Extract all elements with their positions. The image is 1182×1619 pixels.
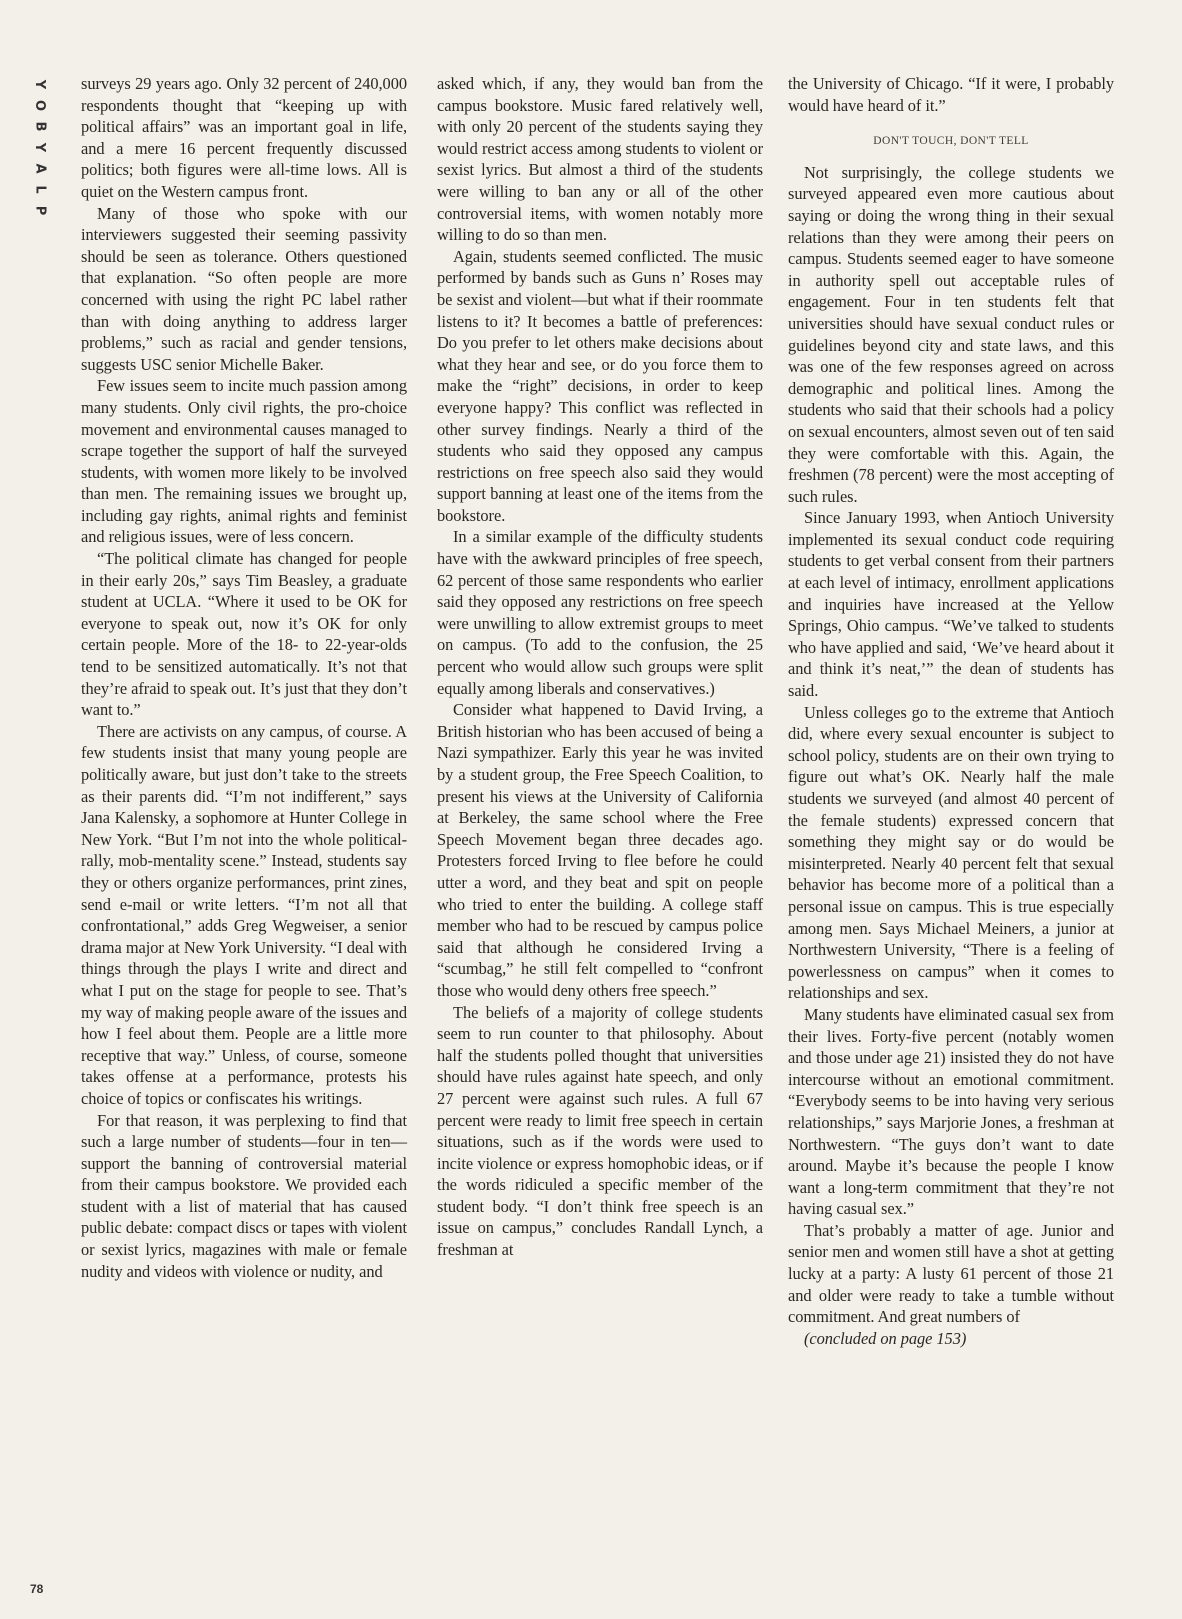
logo-letter: P bbox=[32, 205, 48, 216]
paragraph: asked which, if any, they would ban from the campus bookstore. Music fared relatively well, with only 20 percent of the students saying they would restrict access among students to violent or sexist lyrics. But almost a third of the students were willing to ban any or all of the other controversial items, with women notably more willing to do so than men. bbox=[437, 74, 763, 245]
paragraph: For that reason, it was perplexing to find that such a large number of students—four in ten—support the banning of controversial material from their campus bookstore. We provided each student with a list of material that has caused public debate: compact discs or tapes with violent or sexist lyrics, magazines with male or female nudity and videos with violence or nudity, and bbox=[81, 1110, 407, 1281]
paragraph: the University of Chicago. “If it were, I probably would have heard of it.” bbox=[788, 74, 1114, 115]
paragraph: Since January 1993, when Antioch University implemented its sexual conduct code requiring students to get verbal consent from their partners at each level of intimacy, enrollment applications and inquiries have increased at the Yellow Springs, Ohio campus. “We’ve talked to students who have applied and said, ‘We’ve heard about it and think it’s neat,’” the dean of students has said. bbox=[788, 508, 1114, 701]
paragraph: That’s probably a matter of age. Junior and senior men and women still have a shot at getting lucky at a party: A lusty 61 percent of those 21 and older were ready to take a tumble without commitment. And great numbers of bbox=[788, 1220, 1114, 1327]
paragraph: Not surprisingly, the college students we surveyed appeared even more cautious about saying or doing the wrong thing in their sexual relations than they were among their peers on campus. Students seemed eager to have someone in authority spell out acceptable rules of engagement. Four in ten students felt that universities should have sexual conduct rules or guidelines beyond city and state laws, and this was one of the few responses agreed on across demographic and political lines. Among the students who said that their schools had a policy on sexual encounters, almost seven out of ten said they were comfortable with this. Again, the freshmen (78 percent) were the most accepting of such rules. bbox=[788, 162, 1114, 506]
page-number: 78 bbox=[30, 1582, 44, 1596]
paragraph: Many students have eliminated casual sex from their lives. Forty-five percent (notably women and those under age 21) insisted they do not have intercourse without an emotional commitment. “Everybody seems to be into having very serious relationships,” says Marjorie Jones, a freshman at Northwestern. “The guys don’t want to date around. Maybe it’s because the people I know want a long-term commitment that they’re not having casual sex.” bbox=[788, 1004, 1114, 1219]
logo-letter: Y bbox=[32, 142, 48, 153]
paragraph: The beliefs of a majority of college students seem to run counter to that philosophy. About half the students polled thought that universities should have rules against hate speech, and only 27 percent were against such rules. A full 67 percent were ready to limit free speech in certain situations, such as if the words were used to incite violence or express homophobic ideas, or if the words ridiculed a specific member of the student body. “I don’t think free speech is an issue on campus,” concludes Randall Lynch, a freshman at bbox=[437, 1002, 763, 1260]
paragraph: Unless colleges go to the extreme that Antioch did, where every sexual encounter is subject to school policy, students are on their own trying to figure out what’s OK. Nearly half the male students we surveyed (and almost 40 percent of the female students) expressed concern that something they might say or do would be misinterpreted. Nearly 40 percent felt that sexual behavior has become more of a political than a personal issue on campus. This is true especially among men. Says Michael Meiners, a junior at Northwestern University, “There is a feeling of powerlessness on campus” when it comes to relationships and sex. bbox=[788, 702, 1114, 1003]
logo-letter: B bbox=[32, 121, 48, 132]
paragraph: In a similar example of the difficulty students have with the awkward principles of free speech, 62 percent of those same respondents who earlier said they opposed any restrictions on free speech were unwilling to allow extremist groups to meet on campus. (To add to the confusion, the 25 percent who would allow such groups were split equally among liberals and conservatives.) bbox=[437, 527, 763, 698]
paragraph: Few issues seem to incite much passion among many students. Only civil rights, the pro-choice movement and environmental causes managed to scrape together the support of half the surveyed students, with women more likely to be involved than men. The remaining issues we brought up, including gay rights, animal rights and feminist and religious issues, were of less concern. bbox=[81, 376, 407, 547]
article-column-3 bbox=[788, 73, 1114, 1349]
logo-letter: Y bbox=[32, 79, 48, 90]
logo-letter: L bbox=[32, 185, 48, 194]
paragraph: There are activists on any campus, of course. A few students insist that many young people are politically aware, but just don’t take to the streets as their parents did. “I’m not indifferent,” says Jana Kalensky, a sophomore at Hunter College in New York. “But I’m not into the whole political-rally, mob-mentality scene.” Instead, students say they or others organize performances, print zines, send e-mail or write letters. “I’m not all that confrontational,” adds Greg Wegweiser, a senior drama major at New York University. “I deal with things through the plays I write and direct and what I put on the stage for people to see. That’s my way of making people aware of the issues and how I feel about them. People are a little more receptive that way.” Unless, of course, someone takes offense at a performance, protests his choice of topics or confiscates his writings. bbox=[81, 721, 407, 1108]
continuation-note: (concluded on page 153) bbox=[804, 1328, 967, 1348]
logo-letter: A bbox=[32, 163, 48, 174]
paragraph: “The political climate has changed for people in their early 20s,” says Tim Beasley, a graduate student at UCLA. “Where it used to be OK for everyone to speak out, now it’s OK for only certain people. More of the 18- to 22-year-olds tend to be sensitized automatically. It’s not that they’re afraid to speak out. It’s just that they don’t want to.” bbox=[81, 549, 407, 720]
article-column-1 bbox=[81, 73, 407, 1282]
paragraph: surveys 29 years ago. Only 32 percent of 240,000 respondents thought that “keeping up with political affairs” was an important goal in life, and a mere 16 percent frequently discussed politics; both figures were all-time lows. All is quiet on the Western campus front. bbox=[81, 74, 407, 201]
logo-letter: O bbox=[32, 99, 48, 112]
paragraph: Consider what happened to David Irving, a British historian who has been accused of being a Nazi sympathizer. Early this year he was invited by a student group, the Free Speech Coalition, to present his views at the University of California at Berkeley, the same school where the Free Speech Movement began three decades ago. Protesters forced Irving to flee before he could utter a word, and they beat and spit on people who tried to enter the building. A college staff member who had to be rescued by campus police said that although he considered Irving a “scumbag,” he still felt compelled to “confront those who would deny others free speech.” bbox=[437, 700, 763, 1000]
magazine-logo bbox=[28, 74, 52, 221]
section-subhead: DON'T TOUCH, DON'T TELL bbox=[873, 135, 1029, 148]
article-column-2 bbox=[437, 73, 763, 1261]
paragraph: Many of those who spoke with our interviewers suggested their seeming passivity should be seen as tolerance. Others questioned that explanation. “So often people are more concerned with using the right PC label rather than with doing anything to address larger problems,” such as racial and gender tensions, suggests USC senior Michelle Baker. bbox=[81, 203, 407, 374]
paragraph: Again, students seemed conflicted. The music performed by bands such as Guns n’ Roses may be sexist and violent—but what if their roommate listens to it? It becomes a battle of preferences: Do you prefer to let others make decisions about what they hear and see, or do you force them to make the “right” decisions, in order to keep everyone happy? This conflict was reflected in other survey findings. Nearly a third of the students who said they opposed any campus restrictions on free speech also said they would support banning at least one of the items from the bookstore. bbox=[437, 246, 763, 525]
